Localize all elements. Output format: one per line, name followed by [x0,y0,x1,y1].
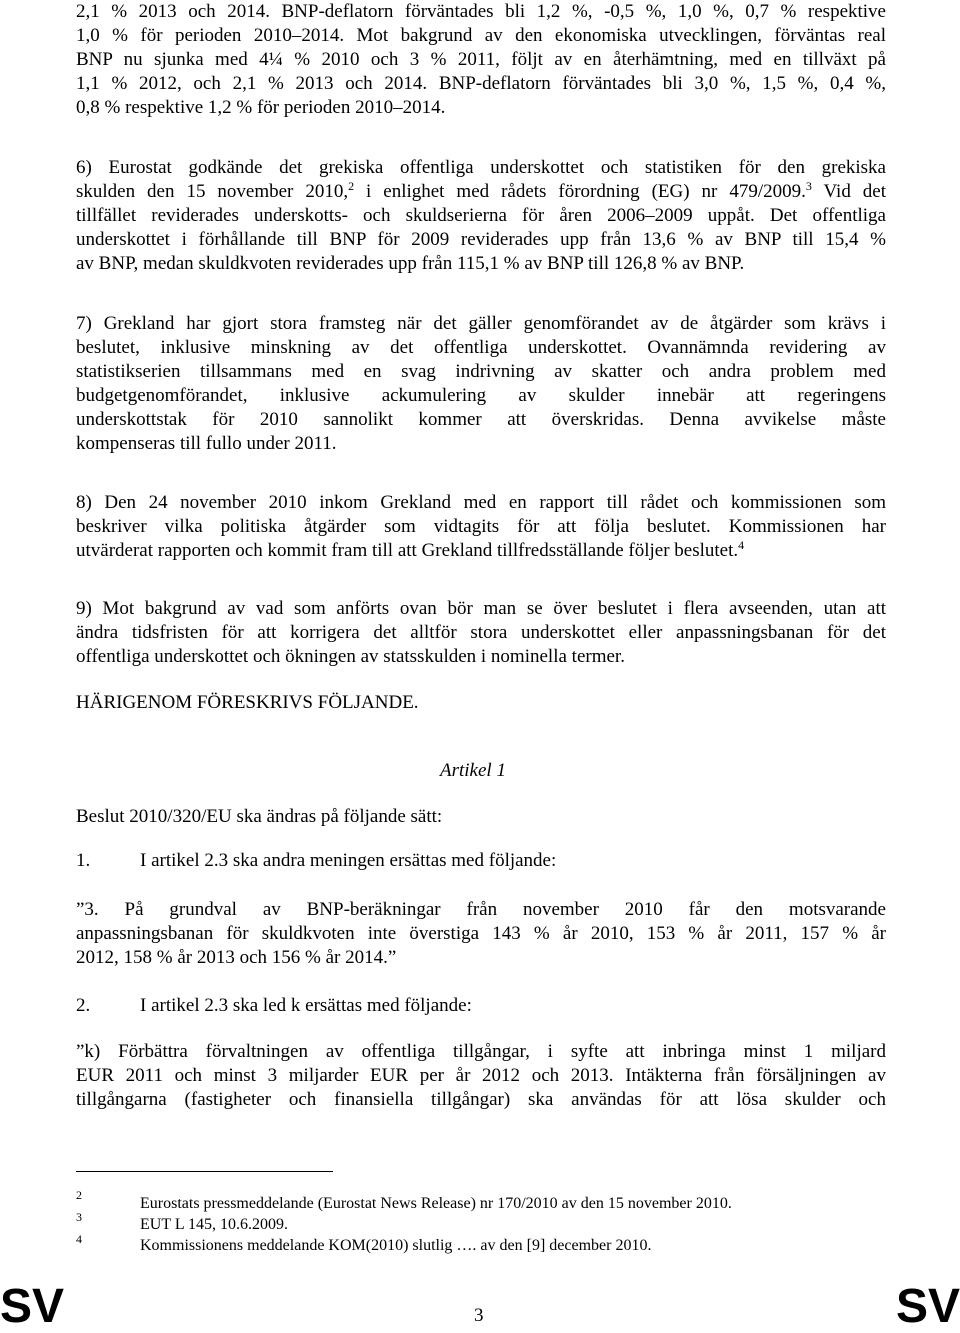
footnote-number: 3 [76,1210,82,1224]
item-2-text: I artikel 2.3 ska led k ersättas med följande: [140,995,472,1016]
text-line: EUR 2011 och minst 3 miljarder EUR per år 2012 och 2013. Intäkterna från försäljningen av [76,1065,886,1086]
text-segment: utvärderat rapporten och kommit fram till att Grekland tillfredsställande följer beslutet. [76,540,739,561]
page-number: 3 [474,1305,484,1326]
footnote-text: Eurostats pressmeddelande (Eurostat News Release) nr 170/2010 av den 15 november 2010. [140,1195,732,1212]
language-code-left: SV [0,1280,65,1333]
article-title: Artikel 1 [440,760,506,781]
text-line: 2012, 158 % år 2013 och 156 % år 2014.” [76,947,397,968]
text-line: 2,1 % 2013 och 2014. BNP-deflatorn förväntades bli 1,2 %, -0,5 %, 1,0 %, 0,7 % respektive [76,1,886,22]
footnote-ref: 4 [738,538,745,552]
footnote-number: 4 [76,1232,82,1246]
text-segment: i enlighet med rådets förordning (EG) nr 479/2009. [354,181,806,202]
text-line: tillfället reviderades underskotts- och skuldserierna för åren 2006–2009 uppåt. Det offentliga [76,205,886,226]
text-line: beskriver vilka politiska åtgärder som vidtagits för att följa beslutet. Kommissionen har [76,516,886,537]
text-line: 7) Grekland har gjort stora framsteg när det gäller genomförandet av de åtgärder som krävs i [76,313,886,334]
text-line: 0,8 % respektive 1,2 % för perioden 2010–2014. [76,97,446,118]
text-line: ”k) Förbättra förvaltningen av offentliga tillgångar, i syfte att inbringa minst 1 miljard [76,1041,886,1062]
footnote-text: EUT L 145, 10.6.2009. [140,1216,288,1233]
text-line: 9) Mot bakgrund av vad som anförts ovan bör man se över beslutet i flera avseenden, utan att [76,598,886,619]
item-1-number: 1. [76,850,91,871]
text-line [76,539,744,563]
text-line: statistikserien tillsammans med en svag indrivning av skatter och andra problem med [76,361,886,382]
text-line: underskottet i förhållande till BNP för 2009 reviderades upp från 13,6 % av BNP till 15,4 % [76,229,886,250]
text-line: 1,1 % 2012, och 2,1 % 2013 och 2014. BNP-deflatorn förväntades bli 3,0 %, 1,5 %, 0,4 %, [76,73,886,94]
text-line: anpassningsbanan för skuldkvoten inte överstiga 143 % år 2010, 153 % år 2011, 157 % år [76,923,886,944]
item-1-text: I artikel 2.3 ska andra meningen ersättas med följande: [140,850,557,871]
text-line: budgetgenomförandet, inklusive ackumulering av skulder innebär att regeringens [76,385,886,406]
text-line: beslutet, inklusive minskning av det offentliga underskottet. Ovannämnda revidering av [76,337,886,358]
text-line: BNP nu sjunka med 4¼ % 2010 och 3 % 2011, följt av en återhämtning, med en tillväxt på [76,49,886,70]
text-line: offentliga underskottet och ökningen av statsskulden i nominella termer. [76,646,625,667]
text-line: 1,0 % för perioden 2010–2014. Mot bakgrund av den ekonomiska utvecklingen, förväntas real [76,25,886,46]
language-code-right: SV [895,1280,960,1333]
footnote-separator [76,1171,333,1172]
footnote-text: Kommissionens meddelande KOM(2010) slutlig …. av den [9] december 2010. [140,1237,652,1254]
footnote-number: 2 [76,1188,82,1202]
footnote-ref: 2 [348,179,355,193]
text-line: underskottstak för 2010 sannolikt kommer att överskridas. Denna avvikelse måste [76,409,886,430]
text-segment: Vid det [811,181,886,202]
text-line: ändra tidsfristen för att korrigera det alltför stora underskottet eller anpassningsbanan för det [76,622,886,643]
amendment-intro: Beslut 2010/320/EU ska ändras på följande sätt: [76,806,443,827]
text-segment: skulden den 15 november 2010, [76,181,349,202]
text-line [76,180,886,204]
text-line: 8) Den 24 november 2010 inkom Grekland med en rapport till rådet och kommissionen som [76,492,886,513]
item-2-number: 2. [76,995,91,1016]
text-line: 6) Eurostat godkände det grekiska offentliga underskottet och statistiken för den grekiska [76,157,886,178]
text-line: ”3. På grundval av BNP-beräkningar från november 2010 får den motsvarande [76,899,886,920]
text-line: kompenseras till fullo under 2011. [76,433,337,454]
text-line: tillgångarna (fastigheter och finansiella tillgångar) ska användas för att lösa skulder och [76,1089,886,1110]
footnote-ref: 3 [805,179,812,193]
text-line: av BNP, medan skuldkvoten reviderades upp från 115,1 % av BNP till 126,8 % av BNP. [76,253,745,274]
declaration-heading: HÄRIGENOM FÖRESKRIVS FÖLJANDE. [76,692,419,713]
